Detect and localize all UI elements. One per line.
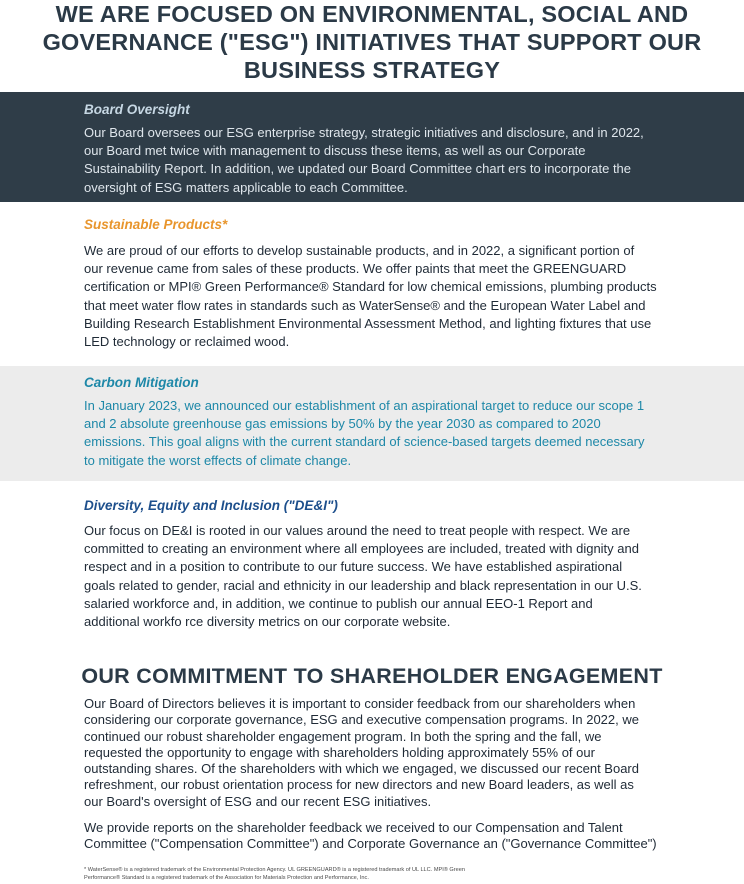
text-line: continued our robust shareholder engagement program. In both the spring and the fall, we bbox=[84, 728, 602, 744]
board-oversight-heading: Board Oversight bbox=[84, 102, 190, 117]
page-title-line: GOVERNANCE ("ESG") INITIATIVES THAT SUPPORT OUR bbox=[42, 29, 702, 55]
text-line: considering our corporate governance, ESG and executive compensation programs. In 2022, we bbox=[84, 712, 639, 728]
page-title-line: BUSINESS STRATEGY bbox=[243, 57, 501, 83]
text-line: our Board met twice with management to discuss these items, as well as our Corporate bbox=[84, 143, 586, 159]
footnote-line: * WaterSense® is a registered trademark of the Environmental Protection Agency. UL GREENGUARD® is a registered trademark of UL LLC. MPI® Green bbox=[84, 867, 465, 873]
page-title bbox=[0, 0, 744, 84]
text-line: requested the opportunity to engage with shareholders holding approximately 55% of our bbox=[84, 744, 595, 760]
text-line: and 2 absolute greenhouse gas emissions by 50% by the year 2030 as compared to 2020 bbox=[84, 416, 601, 432]
text-line: refreshment, our robust orientation process for new directors and new Board leaders, as well as bbox=[84, 777, 634, 793]
text-line: Committee ("Compensation Committee") and Corporate Governance an ("Governance Committee") bbox=[84, 836, 657, 852]
text-line: Building Research Establishment Environmental Assessment Method, and lighting fixtures that use bbox=[84, 315, 652, 331]
footnote-line: Performance® Standard is a registered trademark of the Association for Materials Protection and Performance, Inc. bbox=[84, 875, 369, 881]
text-line: our revenue came from sales of these products. We offer paints that meet the GREENGUARD bbox=[84, 261, 627, 277]
dei-heading: Diversity, Equity and Inclusion ("DE&I") bbox=[84, 498, 338, 513]
text-line: Our Board of Directors believes it is important to consider feedback from our shareholders when bbox=[84, 696, 636, 711]
text-line: Our Board oversees our ESG enterprise strategy, strategic initiatives and disclosure, and in 2022, bbox=[84, 125, 644, 140]
text-line: Sustainability Report. In addition, we updated our Board Committee chart ers to incorporate the bbox=[84, 161, 632, 177]
carbon-mitigation-text bbox=[84, 397, 645, 470]
text-line: goals related to gender, racial and ethnicity in our leadership and black representation in our U.S. bbox=[84, 577, 642, 593]
sustainable-products-heading: Sustainable Products* bbox=[84, 217, 228, 232]
shareholder-engagement-paragraph-1 bbox=[84, 696, 639, 810]
text-line: Our focus on DE&I is rooted in our values around the need to treat people with respect. We are bbox=[84, 523, 631, 538]
text-line: salaried workforce and, in addition, we continue to publish our annual EEO-1 Report and bbox=[84, 595, 593, 611]
dei-text bbox=[84, 522, 642, 631]
trademark-footnote bbox=[84, 866, 465, 882]
text-line: LED technology or reclaimed wood. bbox=[84, 334, 290, 350]
text-line: respect and in a position to contribute to our future success. We have established aspirational bbox=[84, 559, 623, 575]
text-line: committed to creating an environment where all employees are included, treated with dignity and bbox=[84, 541, 639, 557]
text-line: In January 2023, we announced our establishment of an aspirational target to reduce our scope 1 bbox=[84, 398, 645, 413]
text-line: certification or MPI® Green Performance® Standard for low chemical emissions, plumbing products bbox=[84, 279, 657, 295]
text-line: outstanding shares. Of the shareholders with which we engaged, we discussed our recent Board bbox=[84, 761, 639, 777]
text-line: emissions. This goal aligns with the current standard of science-based targets deemed necessary bbox=[84, 434, 645, 450]
text-line: We provide reports on the shareholder feedback we received to our Compensation and Talent bbox=[84, 820, 623, 835]
board-oversight-text bbox=[84, 124, 644, 197]
page-title-line: WE ARE FOCUSED ON ENVIRONMENTAL, SOCIAL AND bbox=[55, 1, 689, 27]
shareholder-engagement-paragraph-2 bbox=[84, 820, 657, 853]
shareholder-engagement-heading: OUR COMMITMENT TO SHAREHOLDER ENGAGEMENT bbox=[81, 664, 663, 688]
text-line: oversight of ESG matters applicable to each Committee. bbox=[84, 179, 408, 195]
text-line: that meet water flow rates in standards such as WaterSense® and the European Water Label and bbox=[84, 297, 646, 313]
text-line: We are proud of our efforts to develop sustainable products, and in 2022, a significant portion of bbox=[84, 243, 635, 258]
carbon-mitigation-heading: Carbon Mitigation bbox=[84, 375, 199, 390]
text-line: our Board's oversight of ESG and our recent ESG initiatives. bbox=[84, 793, 432, 809]
sustainable-products-text bbox=[84, 242, 657, 351]
text-line: additional workfo rce diversity metrics on our corporate website. bbox=[84, 614, 451, 630]
text-line: to mitigate the worst effects of climate change. bbox=[84, 452, 352, 468]
